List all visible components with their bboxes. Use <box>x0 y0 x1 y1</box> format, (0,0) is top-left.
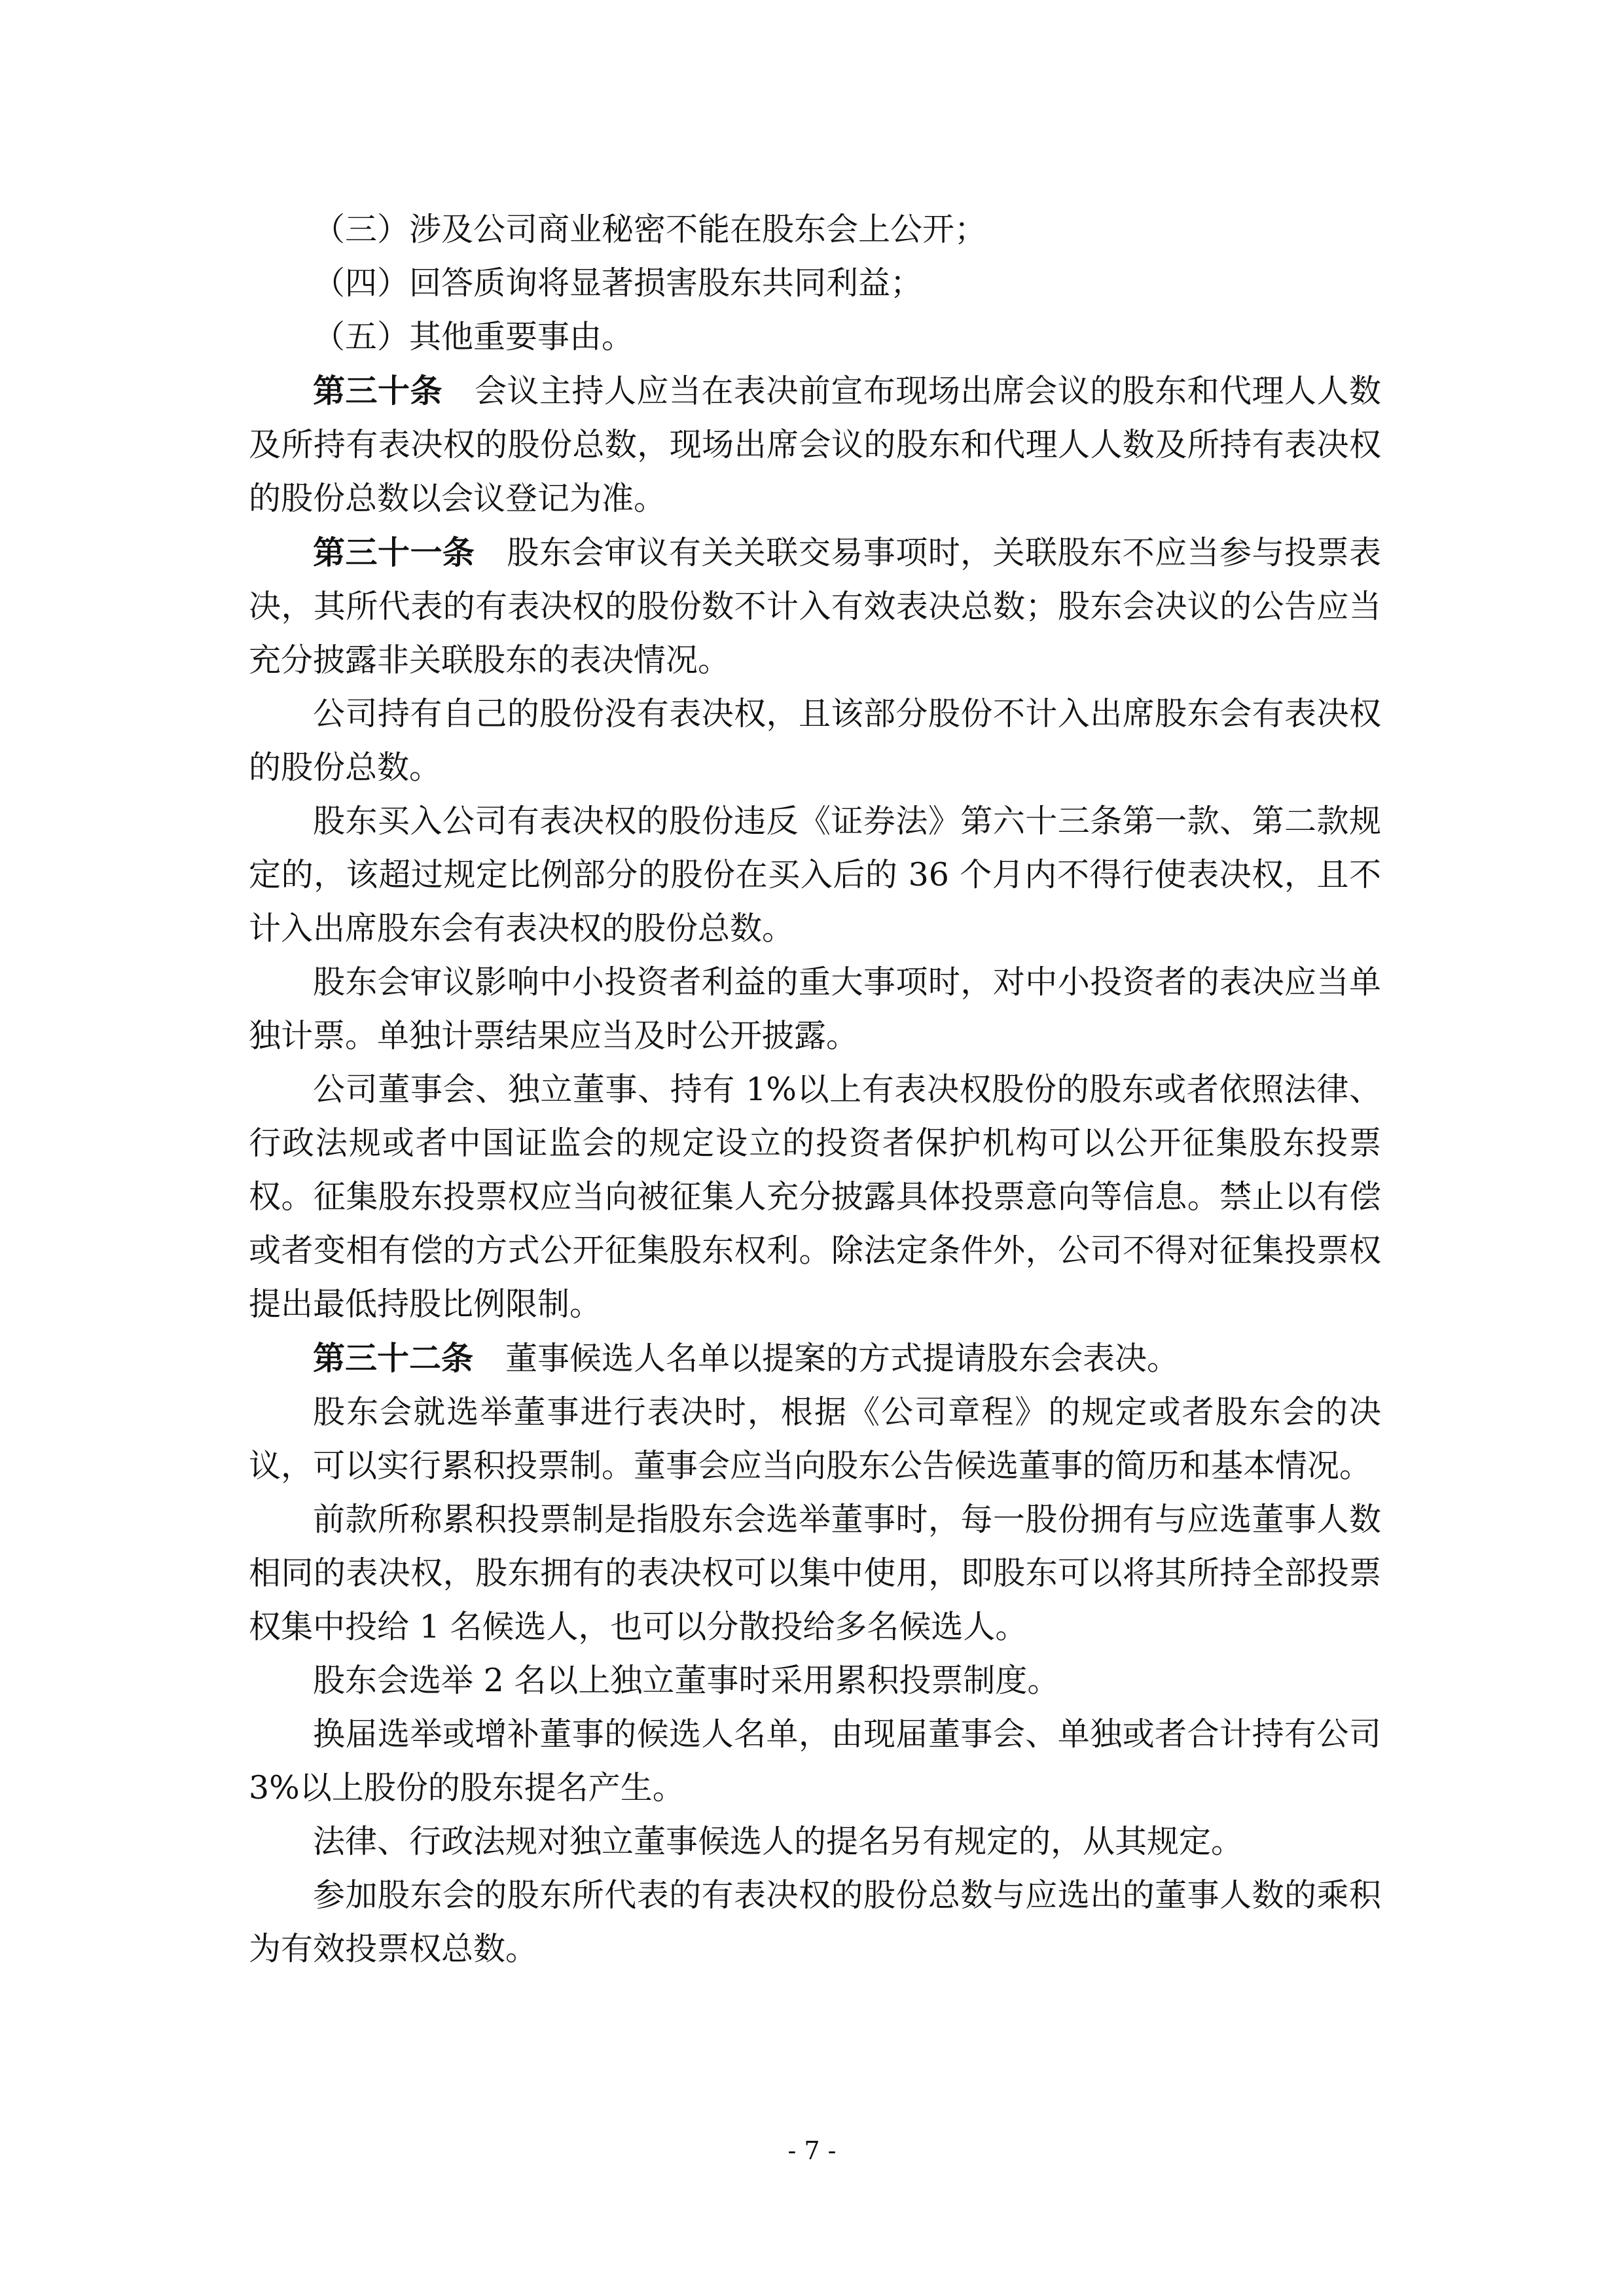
article-30-text: 会议主持人应当在表决前宣布现场出席会议的股东和代理人人数及所持有表决权的股份总数，现场出席会议的股东和代理人人数及所持有表决权的股份总数以会议登记为准。 <box>249 372 1381 517</box>
list-item-5: （五）其他重要事由。 <box>313 318 634 355</box>
article-31-paragraph: 公司持有自己的股份没有表决权，且该部分股份不计入出席股东会有表决权的股份总数。 <box>249 695 1381 786</box>
page-number: - 7 - <box>787 2136 837 2165</box>
article-31-number: 第三十一条 <box>313 533 475 571</box>
article-31-text: 股东会审议有关关联交易事项时，关联股东不应当参与投票表决，其所代表的有表决权的股份数不计入有效表决总数；股东会决议的公告应当充分披露非关联股东的表决情况。 <box>249 534 1381 679</box>
article-32-paragraph: 参加股东会的股东所代表的有表决权的股份总数与应选出的董事人数的乘积为有效投票权总数。 <box>249 1876 1381 1967</box>
article-30 <box>249 364 1381 526</box>
article-32-text: 董事候选人名单以提案的方式提请股东会表决。 <box>505 1340 1180 1377</box>
article-31-paragraph: 股东买入公司有表决权的股份违反《证券法》第六十三条第一款、第二款规定的，该超过规定比例部分的股份在买入后的 36 个月内不得行使表决权，且不计入出席股东会有表决权的股份总数。 <box>249 802 1381 947</box>
article-31 <box>249 526 1381 687</box>
article-32 <box>249 1331 1381 1386</box>
article-30-number: 第三十条 <box>313 372 442 410</box>
document-body <box>249 203 1381 1976</box>
article-32-paragraph: 换届选举或增补董事的候选人名单，由现届董事会、单独或者合计持有公司 3%以上股份的股东提名产生。 <box>249 1715 1381 1806</box>
article-31-paragraph: 股东会审议影响中小投资者利益的重大事项时，对中小投资者的表决应当单独计票。单独计票结果应当及时公开披露。 <box>249 963 1381 1054</box>
list-item-4: （四）回答质询将显著损害股东共同利益； <box>313 264 923 302</box>
article-32-number: 第三十二条 <box>313 1339 474 1377</box>
article-32-paragraph: 前款所称累积投票制是指股东会选举董事时，每一股份拥有与应选董事人数相同的表决权，股东拥有的表决权可以集中使用，即股东可以将其所持全部投票权集中投给 1 名候选人，也可以分散投给多名候选人。 <box>249 1501 1381 1645</box>
article-32-paragraph: 股东会就选举董事进行表决时，根据《公司章程》的规定或者股东会的决议，可以实行累积投票制。董事会应当向股东公告候选董事的简历和基本情况。 <box>249 1393 1381 1484</box>
list-item-3: （三）涉及公司商业秘密不能在股东会上公开； <box>313 211 987 248</box>
article-32-paragraph: 法律、行政法规对独立董事候选人的提名另有规定的，从其规定。 <box>313 1823 1244 1860</box>
article-31-paragraph: 公司董事会、独立董事、持有 1%以上有表决权股份的股东或者依照法律、行政法规或者中国证监会的规定设立的投资者保护机构可以公开征集股东投票权。征集股东投票权应当向被征集人充分披露具体投票意向等信息。禁止以有偿或者变相有偿的方式公开征集股东权利。除法定条件外，公司不得对征集投票权提出最低持股比例限制。 <box>249 1071 1381 1323</box>
article-32-paragraph: 股东会选举 2 名以上独立董事时采用累积投票制度。 <box>313 1662 1060 1699</box>
